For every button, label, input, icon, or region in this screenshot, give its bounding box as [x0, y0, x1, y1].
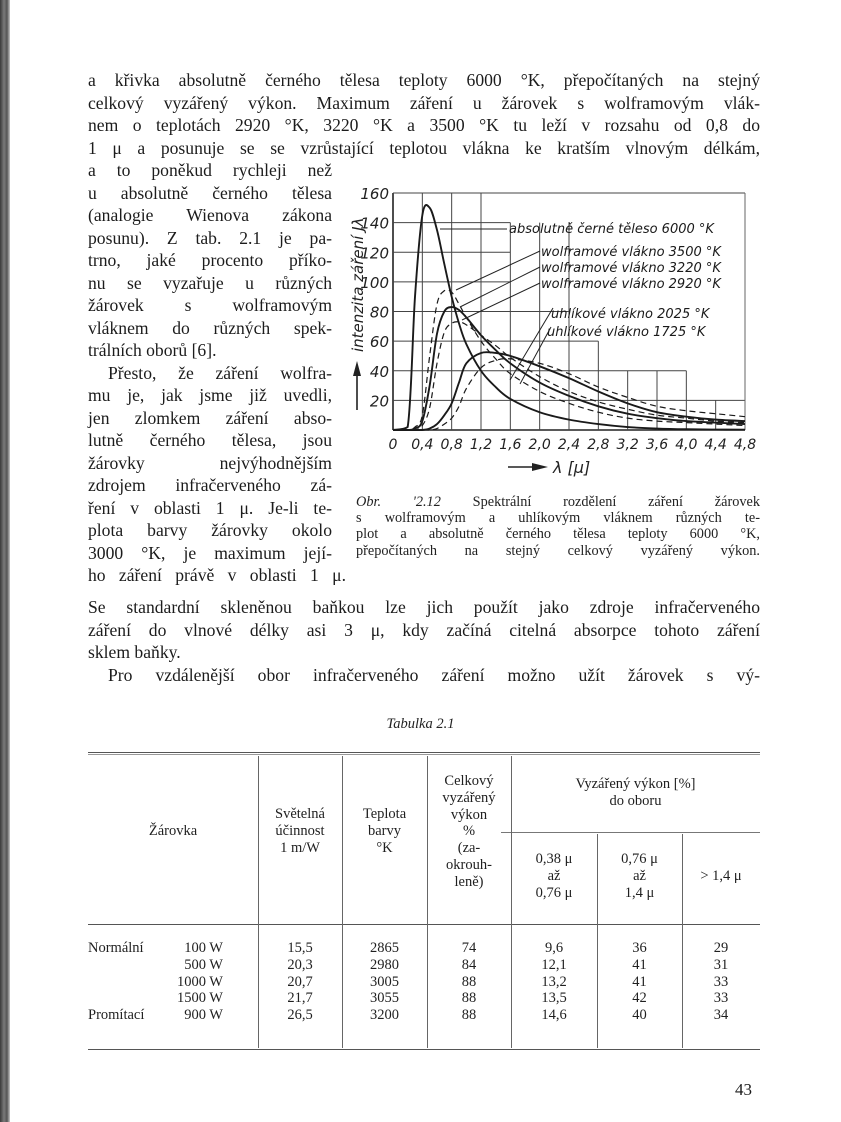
caption-text: Spektrální rozdělení záření žárovek [472, 494, 760, 510]
caption-line: s wolframovým a uhlíkovým vláknem různých te- [356, 510, 760, 527]
text-line: Pro vzdálenější obor infračerveného záření možno užít žárovek s vý- [108, 664, 760, 685]
header-range-0-76-1-4: 0,76 μ až 1,4 μ [621, 851, 658, 901]
header-teplota-barvy: Teplota barvy °K [362, 806, 407, 856]
text-line: záření do vlnové délky asi 3 μ, kdy začíná citelná absorpce tohoto záření [88, 619, 760, 640]
y-tick-label: 100 [360, 273, 389, 292]
x-tick-label: 0,8 [440, 437, 463, 453]
y-tick-label: 140 [360, 214, 389, 233]
chart-legend [509, 222, 722, 340]
x-tick-label: 1,2 [469, 437, 493, 453]
row-power: 900 W [184, 1007, 223, 1024]
x-tick-label: 3,6 [645, 437, 669, 453]
text-line: zdrojem infračerveného zá- [88, 475, 332, 495]
cell-teplota: 2865 [370, 940, 399, 956]
text-line: a to poněkud rychleji než [88, 160, 332, 180]
row-type: Promítací [88, 1007, 145, 1024]
row-power: 100 W [184, 940, 223, 956]
table-title: Tabulka 2.1 [386, 716, 455, 732]
y-tick-label: 60 [369, 333, 389, 352]
y-axis-label: intenzita záření Jλ [349, 217, 367, 352]
figure-label: Obr. '2.12 [356, 494, 441, 510]
header-range-0-38-0-76: 0,38 μ až 0,76 μ [535, 851, 573, 901]
header-zarovka: Žárovka [148, 823, 198, 839]
cell-ucinnost: 20,7 [287, 973, 313, 990]
text-line: trálních oborů [6]. [88, 340, 217, 360]
cell-ucinnost: 21,7 [287, 990, 313, 1007]
x-tick-label: 1,6 [499, 437, 522, 453]
x-tick-label: 4,4 [704, 437, 727, 453]
spectral-distribution-chart [340, 180, 770, 480]
text-line: 1 μ a posunuje se se vzrůstající teplotou vlákna ke kratším vlnovým délkám, [88, 137, 760, 158]
text-line: ření v oblasti 1 μ. Je-li te- [88, 497, 332, 518]
paragraph-bottom [88, 596, 760, 686]
y-tick-label: 40 [369, 362, 389, 381]
legend-item: wolframové vlákno 3220 °K [541, 261, 721, 276]
cell-r3: 33 [713, 973, 729, 990]
x-tick-label: 2,0 [528, 437, 551, 453]
cell-teplota: 3200 [370, 1007, 399, 1024]
cell-r2: 36 [632, 940, 647, 956]
cell-celkovy: 88 [461, 973, 477, 990]
row-type: Normální [88, 940, 144, 956]
legend-item: uhlíkové vlákno 1725 °K [547, 325, 706, 340]
y-tick-label: 120 [360, 244, 389, 263]
cell-teplota: 3055 [370, 990, 399, 1007]
text-line: Přesto, že záření wolfra- [108, 362, 332, 383]
x-tick-label: 0 [388, 437, 398, 453]
row-power: 1000 W [176, 973, 223, 990]
text-line: lutně černého tělesa, jsou [88, 430, 332, 450]
x-axis-arrow-icon [508, 463, 548, 471]
header-celkovy-vykon: Celkový vyzářený výkon % (za- okrouh- leně) [442, 773, 496, 890]
cell-r1: 13,2 [541, 973, 567, 990]
paragraph-left-column [88, 159, 346, 587]
cell-celkovy: 88 [461, 990, 477, 1007]
cell-ucinnost: 20,3 [287, 956, 313, 973]
cell-r1: 13,5 [541, 990, 567, 1007]
header-range-over-1-4: > 1,4 μ [700, 868, 742, 884]
cell-r3: 34 [713, 1007, 729, 1024]
row-power: 1500 W [176, 990, 223, 1007]
text-line: nem o teplotách 2920 °K, 3220 °K a 3500 °K tu leží v rozsahu od 0,8 do [88, 115, 760, 135]
cell-teplota: 3005 [370, 973, 399, 990]
cell-r2: 40 [632, 1007, 647, 1024]
x-axis-label: λ [μ] [553, 458, 591, 477]
legend-item: wolframové vlákno 3500 °K [541, 245, 721, 260]
caption-line: plot a absolutně černého tělesa teploty 6000 °K, [356, 526, 760, 543]
x-tick-label: 4,8 [733, 437, 757, 453]
text-line: mu je, jak jsme již uvedli, [88, 385, 332, 405]
header-vyzareny-vykon-group: Vyzářený výkon [%] do oboru [575, 776, 696, 809]
text-line: plota barvy žárovky okolo [88, 520, 332, 540]
cell-celkovy: 88 [461, 1007, 477, 1024]
text-line: u absolutně černého tělesa [88, 182, 332, 203]
cell-r2: 41 [632, 973, 647, 990]
paragraph-top [88, 69, 760, 159]
text-line: posunu). Z tab. 2.1 je pa- [88, 227, 332, 248]
cell-r1: 12,1 [541, 956, 567, 973]
cell-ucinnost: 26,5 [287, 1007, 313, 1024]
legend-item: wolframové vlákno 2920 °K [541, 277, 721, 292]
cell-r1: 9,6 [544, 940, 564, 956]
cell-ucinnost: 15,5 [287, 940, 313, 956]
text-line: 3000 °K, je maximum její- [88, 542, 332, 563]
cell-r3: 33 [713, 990, 729, 1007]
page-number: 43 [735, 1080, 752, 1099]
cell-r3: 29 [713, 940, 729, 956]
x-tick-label: 0,4 [411, 437, 434, 453]
legend-item: absolutně černé těleso 6000 °K [509, 222, 714, 237]
text-line: nu se vyzařuje u různých [88, 272, 332, 293]
cell-celkovy: 74 [461, 940, 477, 956]
x-tick-label: 3,2 [616, 437, 639, 453]
x-tick-label: 2,8 [587, 437, 610, 453]
book-binding-shadow [0, 0, 10, 1122]
cell-celkovy: 84 [461, 956, 477, 973]
x-tick-label: 4,0 [675, 437, 698, 453]
x-tick-label: 2,4 [557, 437, 581, 453]
text-line: a křivka absolutně černého tělesa teploty 6000 °K, přepočítaných na stejný [88, 70, 760, 90]
text-line: ho záření právě v oblasti 1 μ. [88, 565, 346, 585]
text-line: jen zlomkem záření abso- [88, 407, 332, 428]
cell-r2: 42 [632, 990, 647, 1007]
text-line: trno, jaké procento příko- [88, 250, 332, 270]
cell-r2: 41 [632, 956, 647, 973]
header-svetelna-ucinnost: Světelná účinnost 1 m/W [275, 806, 325, 856]
text-line: vláknem do různých spek- [88, 317, 332, 338]
cell-r1: 14,6 [541, 1007, 567, 1024]
text-line: sklem baňky. [88, 642, 181, 662]
text-line: celkový vyzářený výkon. Maximum záření u žárovek s wolframovým vlák- [88, 92, 760, 113]
text-line: žárovky nejvýhodnějším [88, 452, 332, 473]
text-line: žárovek s wolframovým [88, 295, 332, 315]
caption-line: přepočítaných na stejný celkový vyzářený výkon. [356, 542, 760, 559]
y-tick-label: 80 [369, 303, 389, 322]
text-line: Se standardní skleněnou baňkou lze jich použít jako zdroje infračerveného [88, 597, 760, 617]
y-axis-arrow-icon [353, 361, 361, 410]
legend-item: uhlíkové vlákno 2025 °K [551, 307, 710, 322]
row-power: 500 W [184, 956, 223, 973]
text-line: (analogie Wienova zákona [88, 205, 332, 225]
figure-caption [356, 494, 760, 559]
cell-teplota: 2980 [370, 956, 399, 973]
cell-r3: 31 [713, 956, 729, 973]
y-tick-label: 20 [369, 392, 389, 411]
y-tick-label: 160 [360, 185, 389, 203]
